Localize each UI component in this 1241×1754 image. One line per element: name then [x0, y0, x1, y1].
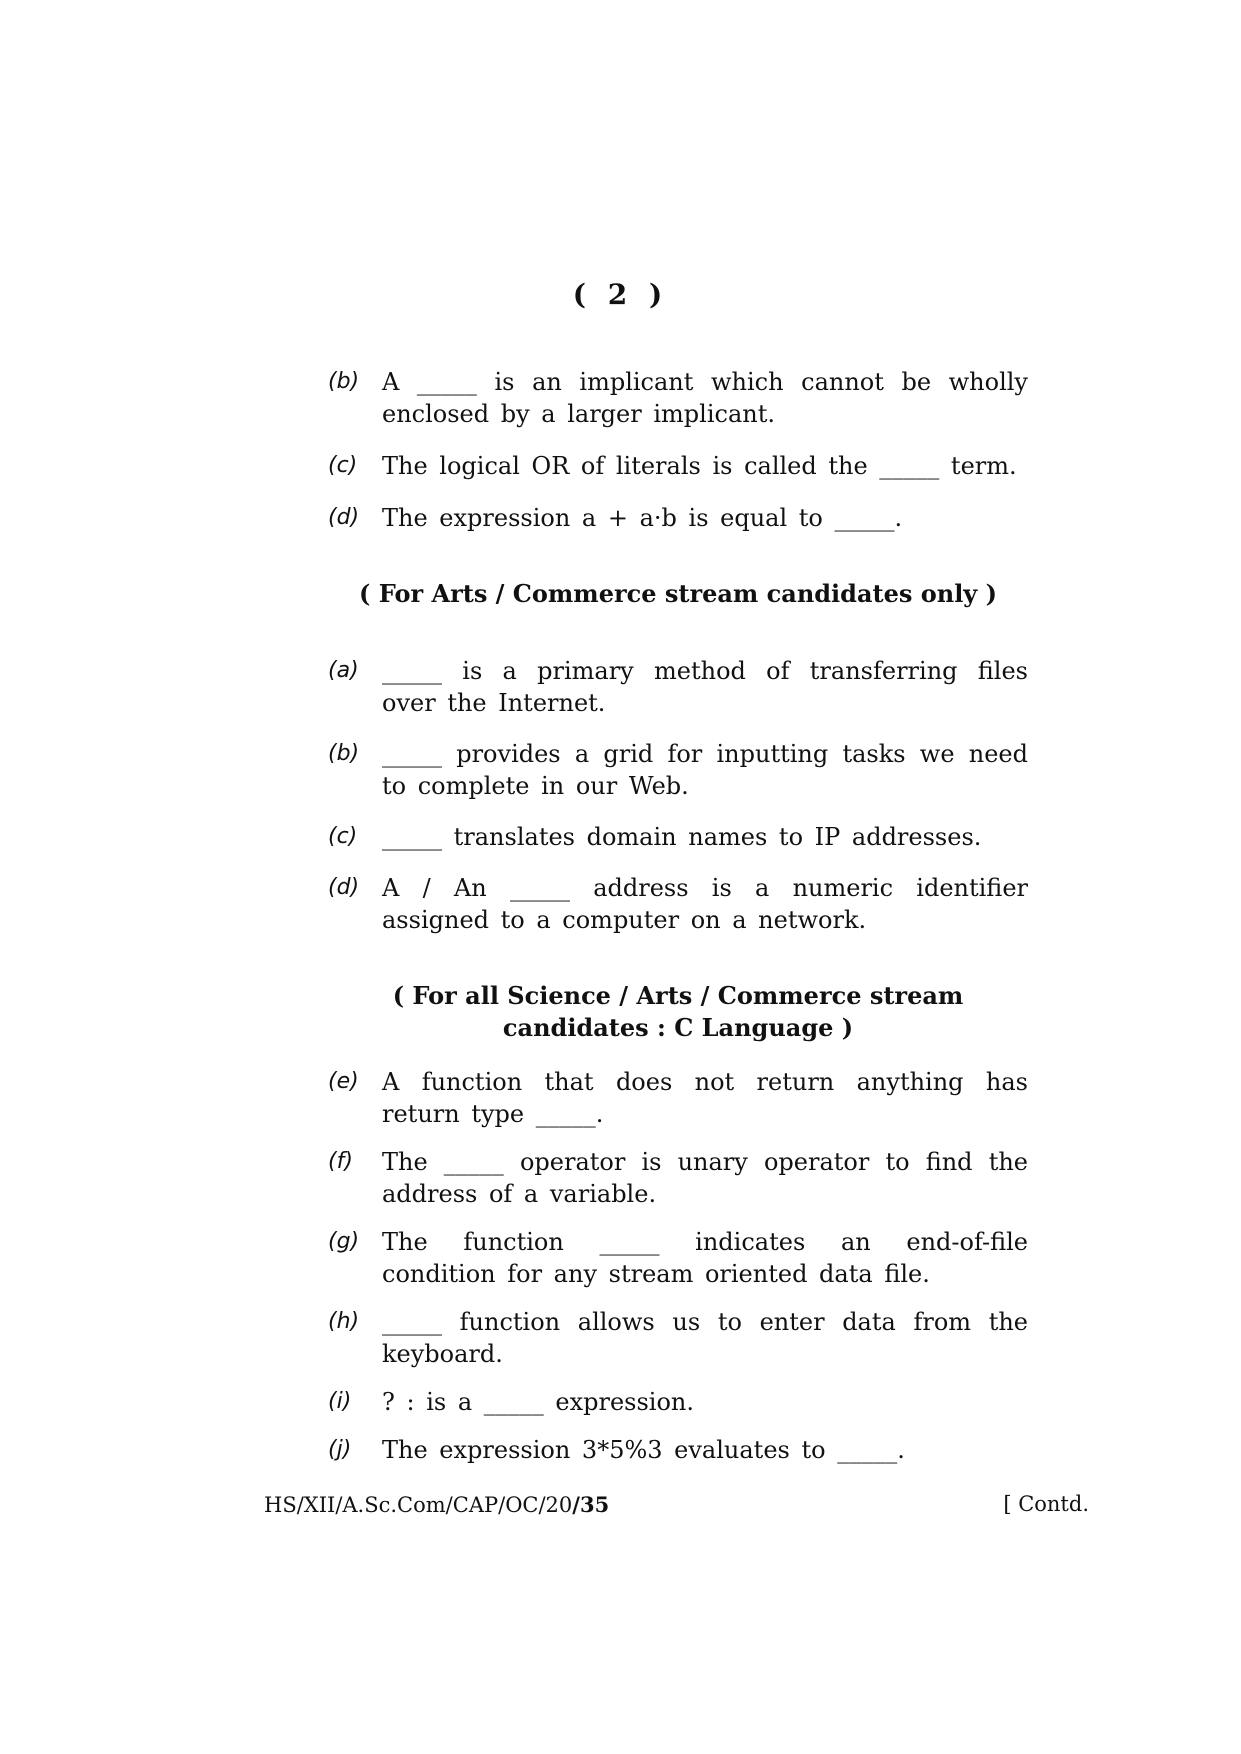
question-item [328, 1306, 1028, 1370]
c-language-questions [328, 1066, 1028, 1466]
question-item [328, 366, 1028, 430]
question-label: (f) [328, 1149, 353, 1174]
question-item [328, 655, 1028, 719]
question-item [328, 738, 1028, 802]
question-item [328, 1146, 1028, 1210]
paper-code [264, 1492, 609, 1517]
question-label: (h) [328, 1309, 360, 1334]
question-text: The logical OR of literals is called the _____ term. [382, 452, 1017, 480]
arts-section-heading: ( For Arts / Commerce stream candidates only ) [359, 579, 997, 608]
question-item [328, 502, 1028, 534]
question-label: (a) [328, 658, 359, 683]
question-item [328, 821, 1028, 853]
paper-code-number: /35 [572, 1492, 610, 1517]
question-item [328, 450, 1028, 482]
question-label: (g) [328, 1229, 360, 1254]
question-text: _____ function allows us to enter data from the keyboard. [382, 1308, 1028, 1368]
question-text: The _____ operator is unary operator to find the address of a variable. [382, 1148, 1028, 1208]
question-text: A _____ is an implicant which cannot be wholly enclosed by a larger implicant. [382, 368, 1028, 428]
question-text: The expression a + a·b is equal to _____. [382, 504, 903, 532]
question-label: (j) [328, 1437, 352, 1462]
question-label: (i) [328, 1389, 352, 1414]
question-text: The expression 3*5%3 evaluates to _____. [382, 1436, 905, 1464]
question-label: (c) [328, 453, 358, 478]
science-questions [328, 366, 1028, 534]
question-label: (e) [328, 1069, 359, 1094]
question-label: (d) [328, 875, 360, 900]
c-language-section-heading: ( For all Science / Arts / Commerce stream candidates : C Language ) [392, 981, 964, 1042]
question-item [328, 872, 1028, 936]
question-text: _____ provides a grid for inputting tasks we need to complete in our Web. [382, 740, 1028, 800]
question-item [328, 1386, 1028, 1418]
question-item [328, 1066, 1028, 1130]
question-text: _____ is a primary method of transferring files over the Internet. [382, 657, 1028, 717]
paper-code-text: HS/XII/A.Sc.Com/CAP/OC/20 [264, 1493, 573, 1517]
question-label: (b) [328, 741, 360, 766]
page-number: ( 2 ) [572, 278, 669, 311]
question-label: (c) [328, 824, 358, 849]
question-label: (b) [328, 369, 360, 394]
question-item [328, 1434, 1028, 1466]
question-text: A function that does not return anything has return type _____. [382, 1068, 1028, 1128]
question-text: _____ translates domain names to IP addresses. [382, 823, 982, 851]
question-item [328, 1226, 1028, 1290]
question-text: The function _____ indicates an end-of-file condition for any stream oriented data file. [382, 1228, 1028, 1288]
arts-questions [328, 655, 1028, 936]
question-label: (d) [328, 505, 360, 530]
question-text: A / An _____ address is a numeric identifier assigned to a computer on a network. [382, 874, 1028, 934]
contd-marker: [ Contd. [1003, 1492, 1089, 1516]
question-text: ? : is a _____ expression. [382, 1388, 695, 1416]
